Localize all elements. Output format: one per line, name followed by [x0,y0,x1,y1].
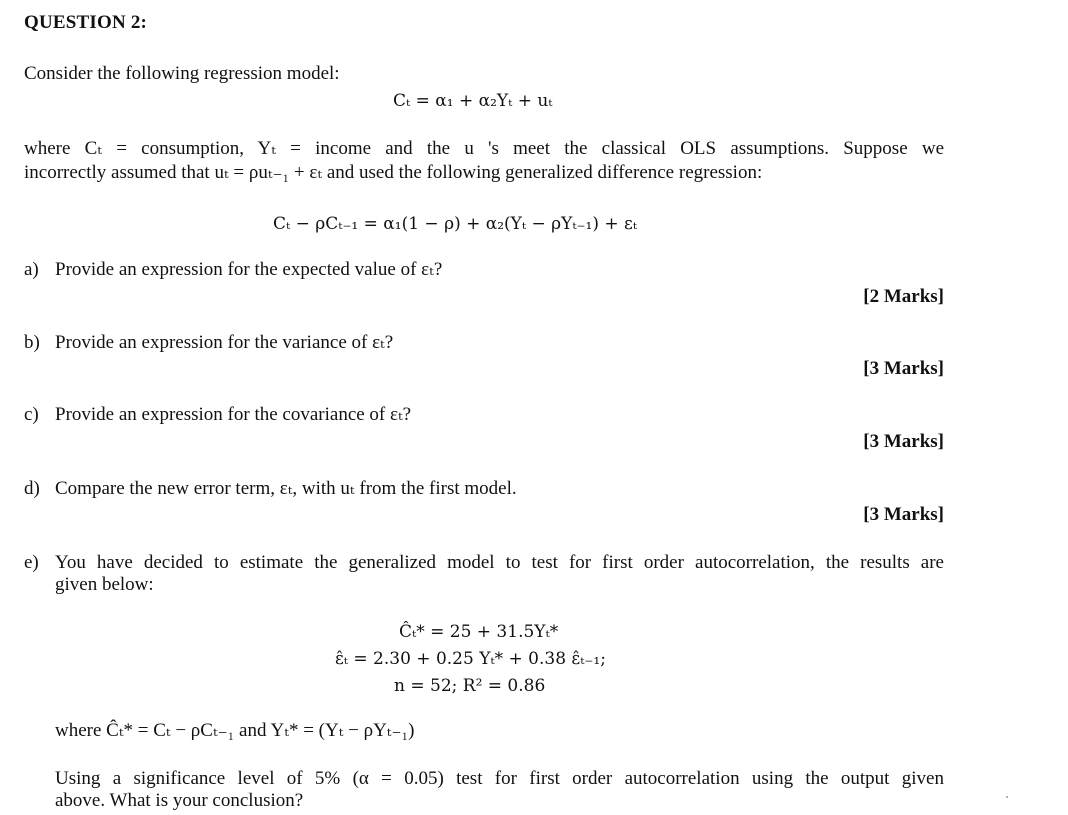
part-d-label: d) [24,478,40,499]
where-text-line-2: incorrectly assumed that uₜ = ρuₜ₋₁ + εₜ and used the following generalized difference regression: [24,162,763,183]
part-c-label: c) [24,404,39,425]
part-e-text-line-1: You have decided to estimate the generalized model to test for first order autocorrelation, the results are [55,552,944,573]
part-e-label: e) [24,552,39,573]
part-d-marks: [3 Marks] [863,504,944,525]
part-a-label: a) [24,259,39,280]
results-where-text: where Ĉₜ* = Cₜ − ρCₜ₋₁ and Yₜ* = (Yₜ − ρYₜ₋₁) [55,720,415,741]
generalized-difference-equation: Cₜ − ρCₜ₋₁ = α₁(1 − ρ) + α₂(Yₜ − ρYₜ₋₁) + εₜ [273,214,638,234]
test-text-line-2: above. What is your conclusion? [55,790,304,811]
intro-text: Consider the following regression model: [24,63,340,84]
stray-dot [1006,796,1008,798]
part-c-marks: [3 Marks] [863,431,944,452]
part-a-text: Provide an expression for the expected value of εₜ? [55,259,443,280]
part-b-text: Provide an expression for the variance of εₜ? [55,332,394,353]
test-text-line-1: Using a significance level of 5% (α = 0.05) test for first order autocorrelation using the output given [55,768,944,789]
part-b-label: b) [24,332,40,353]
result-equation-3: n = 52; R² = 0.86 [394,676,546,696]
model-equation: Cₜ = α₁ + α₂Yₜ + uₜ [393,91,553,111]
where-text-line-1: where Cₜ = consumption, Yₜ = income and the u 's meet the classical OLS assumptions. Suppose we [24,138,944,159]
part-d-text: Compare the new error term, εₜ, with uₜ from the first model. [55,478,517,499]
part-a-marks: [2 Marks] [863,286,944,307]
result-equation-2: ε̂ₜ = 2.30 + 0.25 Yₜ* + 0.38 ε̂ₜ₋₁; [335,649,606,669]
part-c-text: Provide an expression for the covariance of εₜ? [55,404,412,425]
result-equation-1: Ĉₜ* = 25 + 31.5Yₜ* [399,622,559,642]
part-e-text-line-2: given below: [55,574,154,595]
part-b-marks: [3 Marks] [863,358,944,379]
question-title: QUESTION 2: [24,12,148,33]
